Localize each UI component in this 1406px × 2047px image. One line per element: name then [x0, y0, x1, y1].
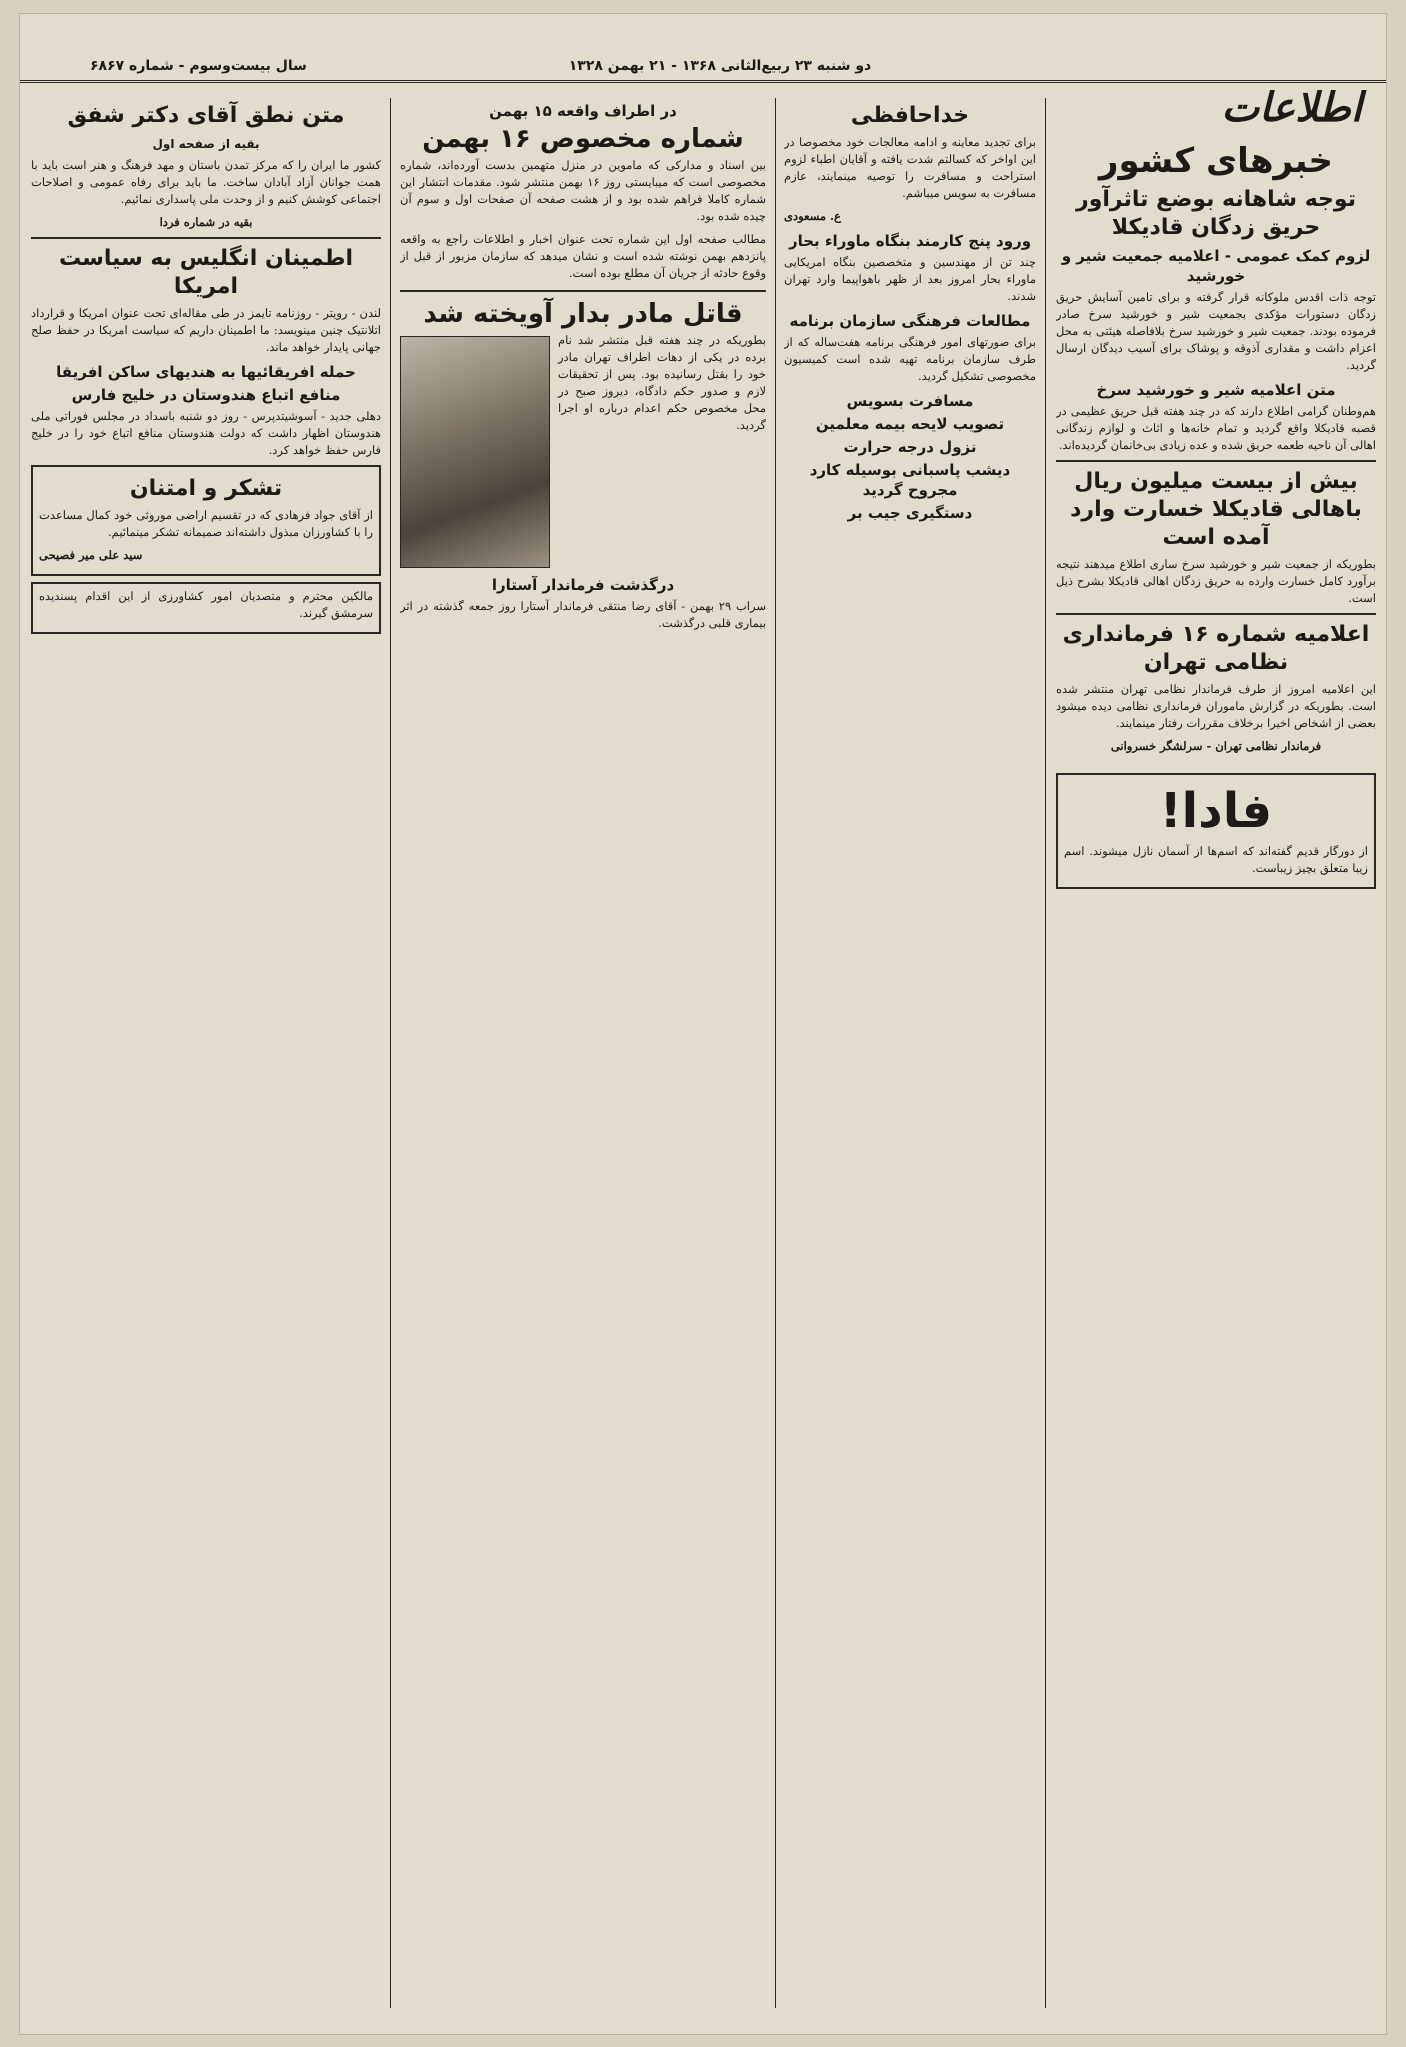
headline-africa: حمله افریقائیها به هندیهای ساکن افریقا — [56, 363, 356, 381]
signature: فرماندار نظامی تهران - سرلشگر خسروانی — [1110, 739, 1322, 753]
signature: سید علی میر فصیحی — [39, 548, 143, 562]
notice-body: مالکین محترم و متصدیان امور کشاورزی از این اقدام پسندیده سرمشق گیرند. — [39, 589, 373, 620]
headline-culture: مطالعات فرهنگی سازمان برنامه — [789, 312, 1031, 330]
section-divider — [400, 290, 766, 292]
ad-headline: فادا! — [1159, 783, 1273, 839]
headline-governor: درگذشت فرماندار آستارا — [491, 576, 675, 594]
article-body: هم‌وطنان گرامی اطلاع دارند که در چند هفته قبل حریق عظیمی در قصبه قادیکلا واقع گردید و تمام خانه‌ها و اثاث و لوازم زندگانی اهالی آن ناحیه طعمه حریق شده و عده زیادی بی‌خانمان گردیده‌اند. — [1056, 404, 1376, 452]
notice-box — [31, 582, 381, 634]
ad-body: از دورگار قدیم گفته‌اند که اسم‌ها از آسمان نازل میشوند. اسم زیبا متعلق بچیز زیباست. — [1064, 844, 1368, 875]
article-body: دهلی جدید - آسوشیتدپرس - روز دو شنبه باسداد در مجلس فوراتی ملی هندوستان اظهار داشت که دولت هندوستان منافع اتباع خود را در خلیج فارس حفظ خواهد کرد. — [31, 409, 381, 457]
headline-speech: متن نطق آقای دکتر شفق — [67, 103, 345, 128]
section-divider — [31, 237, 381, 239]
headline-arrival: ورود پنج کارمند بنگاه ماوراء بحار — [788, 232, 1032, 250]
headline-special-issue: شماره مخصوص ۱۶ بهمن — [422, 124, 744, 154]
continued-note: بقیه در شماره فردا — [159, 215, 253, 229]
subhead-statement: متن اعلامیه شیر و خورشید سرخ — [1096, 381, 1336, 399]
headline-britain: اطمینان انگلیس به سیاست امریکا — [58, 246, 354, 299]
section-divider — [1056, 460, 1376, 462]
advertisement-box — [1056, 773, 1376, 889]
headline-insurance: تصویب لایحه بیمه معلمین — [815, 415, 1005, 433]
headline-stabbing: دیشب پاسبانی بوسیله کارد مجروح گردید — [809, 461, 1011, 499]
column-rule — [1045, 98, 1046, 2008]
headline-thanks: تشکر و امتنان — [129, 476, 283, 501]
issue-date: دو شنبه ۲۳ ربیع‌الثانی ۱۳۶۸ - ۲۱ بهمن ۱۳۲۸ — [568, 58, 872, 74]
column-rule — [390, 98, 391, 2008]
article-body: توجه ذات اقدس ملوکانه قرار گرفته و برای تامین آسایش حریق زدگان دستورات مؤکدی بجمعیت شیر و خورشید سرخ صادر فرموده بودند. جمعیت شیر و خورشید سرخ بلافاصله هیئتی به محل اعزام داشت و مقداری آذوقه و پوشاک برای آسیب دیدگان ارسال گردید. — [1056, 290, 1376, 372]
column-left — [31, 98, 381, 1998]
headline-switzerland: مسافرت بسویس — [846, 392, 974, 410]
column-middle-right — [784, 98, 1036, 1998]
newspaper-page — [20, 14, 1386, 2034]
column-rule — [775, 98, 776, 2008]
headline-executed: قاتل مادر بدار آویخته شد — [423, 299, 743, 329]
headline-pickpocket: دستگیری جیب بر — [847, 504, 973, 522]
article-body: لندن - رویتر - روزنامه تایمز در طی مقاله‌ای تحت عنوان امریکا و قرارداد اتلانتیک چنین مینویسد: ما اطمینان داریم که سیاست امریکا در حفظ صلح جهانی پایدار خواهد ماند. — [31, 306, 381, 354]
article-body: مطالب صفحه اول این شماره تحت عنوان اخبار و اطلاعات راجع به واقعه پانزدهم بهمن نوشته شده است و نشان میدهد که سازمان مزبور از قبل از وقوع حادثه از جریان آن مطلع بوده است. — [400, 232, 766, 280]
article-body: سراب ۲۹ بهمن - آقای رضا منتقی فرماندار آستارا روز جمعه گذشته در اثر بیماری قلبی درگذشت. — [400, 599, 766, 630]
subhead-aid: لزوم کمک عمومی - اعلامیه جمعیت شیر و خورشید — [1061, 247, 1371, 285]
article-body: کشور ما ایران را که مرکز تمدن باستان و مهد فرهنگ و هنر است باید با همت جوانان آزاد آبادان ساخت. ما باید برای رفاه عمومی و اصلاحات اجتماعی کوشش کنیم و از وحدت ملی پاسداری نمائیم. — [31, 158, 381, 206]
article-body: برای تجدید معاینه و ادامه معالجات خود مخصوصا در این اواخر که کسالتم شدت یافته و آقایان اطباء لزوم استراحت و مسافرت را توصیه مینمایند، عازم مسافرت به سویس میباشم. — [784, 135, 1036, 200]
article-body: این اعلامیه امروز از طرف فرماندار نظامی تهران منتشر شده است. بطوریکه در گزارش ماموران فرمانداری نظامی دیده میشود بعضی از اشخاص اخیرا برخلاف مقررات رفتار مینمایند. — [1056, 682, 1376, 730]
kicker: در اطراف واقعه ۱۵ بهمن — [489, 102, 677, 120]
headline-qadikola: توجه شاهانه بوضع تاثرآور حریق زدگان قادیکلا — [1076, 187, 1356, 240]
column-right — [1056, 136, 1376, 1996]
thanks-body: از آقای جواد فرهادی که در تقسیم اراضی موروثی خود کمال مساعدت را با کشاورزان مبذول داشته‌اند صمیمانه تشکر مینمائیم. — [39, 508, 373, 539]
signature: ع. مسعودی — [784, 209, 841, 223]
article-body: بین اسناد و مدارکی که ماموین در منزل متهمین بدست آورده‌اند، شماره مخصوصی است که میبایستی روز ۱۶ بهمن منتشر شود. مقدمات انتشار این شماره کاملا فراهم شده بود و از هشت صفحه آن صفحات اول و سوم آن چیده شده بود. — [400, 158, 766, 223]
article-body: بطوریکه در چند هفته قبل منتشر شد نام برده در یکی از دهات اطراف تهران مادر خود را بقتل رسانیده بود. پس از تحقیقات لازم و صدور حکم دادگاه، دیروز صبح در محل مخصوص حکم اعدام درباره او اجرا گردید. — [558, 333, 766, 432]
headline-damage: بیش از بیست میلیون ریال باهالی قادیکلا خسارت وارد آمده است — [1070, 469, 1362, 550]
masthead-bar — [20, 54, 1386, 83]
subhead-continued: بقیه از صفحه اول — [152, 137, 260, 151]
article-body: برای صورتهای امور فرهنگی برنامه هفت‌ساله که از طرف سازمان برنامه تهیه شده است کمیسیون مخصوصی تشکیل گردید. — [784, 335, 1036, 383]
portrait-photo — [400, 336, 550, 568]
newspaper-logo: اطلاعات — [1221, 84, 1362, 131]
article-body: بطوریکه از جمعیت شیر و خورشید سرخ ساری اطلاع میدهند نتیجه برآورد کامل خسارت وارده به حریق زدگان اهالی قادیکلا بشرح ذیل است. — [1056, 557, 1376, 605]
headline-country-news: خبرهای کشور — [1098, 141, 1334, 181]
column-center — [400, 98, 766, 1998]
headline-martial-law: اعلامیه شماره ۱۶ فرمانداری نظامی تهران — [1062, 622, 1370, 675]
article-body: چند تن از مهندسین و متخصصین بنگاه امریکایی ماوراء بحار امروز بعد از ظهر باهواپیما وارد تهران شدند. — [784, 255, 1036, 303]
section-divider — [1056, 613, 1376, 615]
headline-gulf: منافع اتباع هندوستان در خلیج فارس — [71, 386, 341, 404]
thanks-box — [31, 465, 381, 576]
headline-temperature: نزول درجه حرارت — [843, 438, 977, 456]
issue-number: سال بیست‌وسوم - شماره ۶۸۶۷ — [90, 58, 307, 74]
headline-farewell: خداحافظی — [850, 103, 970, 128]
